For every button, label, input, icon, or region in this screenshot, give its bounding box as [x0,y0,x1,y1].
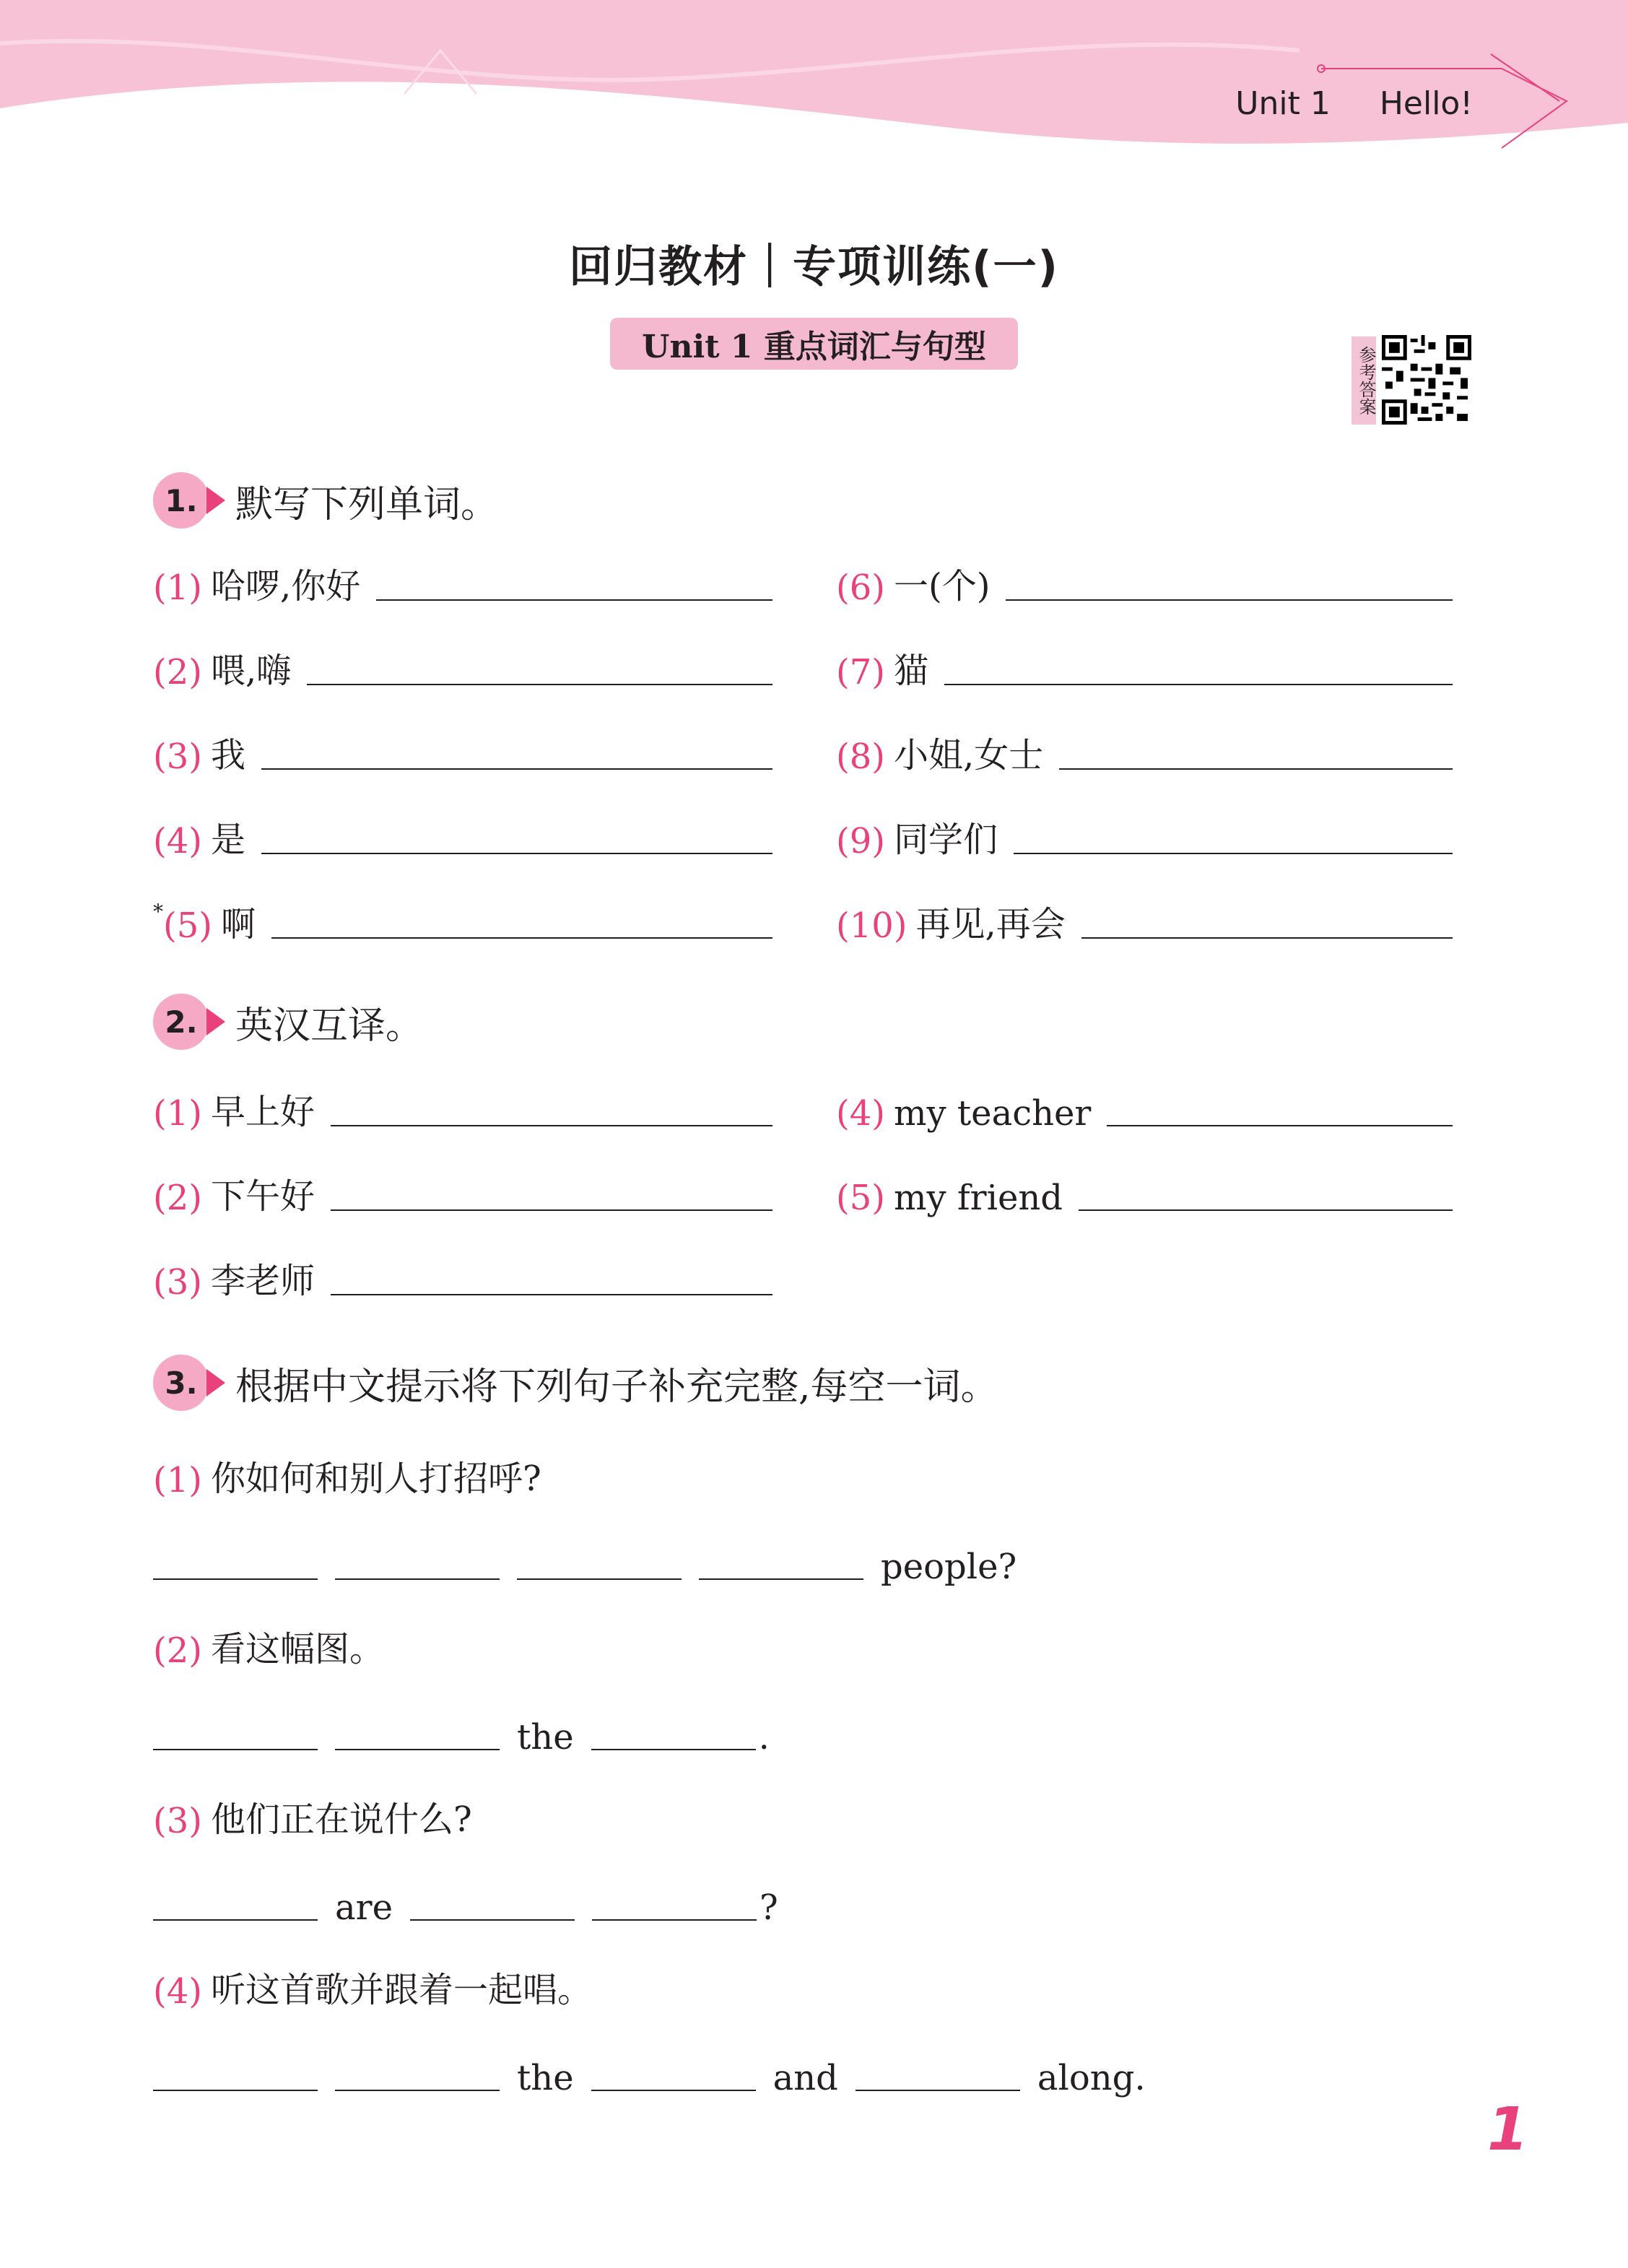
lesson-label: Hello! [1379,85,1473,122]
section-number-badge: 2. [153,994,209,1050]
sentence-punctuation: ? [759,1887,778,1928]
answer-blank[interactable] [699,1578,863,1580]
item-number: (5) [163,905,212,946]
answer-blank[interactable] [335,1578,500,1580]
answer-blank[interactable] [591,2090,756,2091]
answer-blank[interactable] [592,1919,757,1921]
unit-label: Unit 1 [1235,85,1331,122]
item-number: (7) [836,652,885,692]
answer-blank[interactable] [856,2090,1020,2091]
section-number-badge: 3. [153,1355,209,1411]
list-item [836,811,1453,861]
item-number: (2) [153,652,202,692]
answer-blank[interactable] [331,1125,772,1126]
item-prompt: 我 [211,735,246,775]
list-item [153,895,772,946]
item-prompt: 听这首歌并跟着一起唱。 [211,1970,593,2010]
sentence-word: people? [881,1547,1017,1587]
list-item [836,642,1453,692]
section-2-left-column [153,1083,772,1303]
page-title: 回归教材｜专项训练(一) [569,242,1059,292]
answer-row [153,1877,778,1928]
item-number: (1) [153,1093,202,1134]
item-number: (1) [153,1460,202,1500]
question-prompt [153,1620,384,1671]
item-prompt: 啊 [221,904,256,944]
item-number: (4) [153,1971,202,2012]
list-item [153,1252,772,1303]
item-number: (5) [836,1178,885,1218]
item-number: (10) [836,905,907,946]
answer-blank[interactable] [331,1209,772,1211]
section-1-title [153,469,498,531]
answer-blank[interactable] [335,2090,500,2091]
answer-blank[interactable] [410,1919,575,1921]
section-instruction: 英汉互译。 [235,1004,424,1048]
answer-blank[interactable] [591,1749,756,1750]
item-number: (6) [836,568,885,608]
question-prompt [153,1450,541,1500]
item-number: (9) [836,821,885,861]
item-number: (8) [836,737,885,777]
section-number-badge: 1. [153,472,209,529]
item-prompt: my teacher [894,1093,1092,1134]
answer-blank[interactable] [153,1919,318,1921]
item-prompt: 猫 [894,651,929,691]
item-number: (3) [153,1801,202,1841]
answer-blank[interactable] [1059,768,1453,770]
item-number: (2) [153,1178,202,1218]
item-prompt: 看这幅图。 [211,1629,385,1669]
answer-row [153,1707,770,1758]
list-item [153,1168,772,1218]
item-prompt: 早上好 [211,1092,315,1132]
answer-blank[interactable] [1079,1209,1453,1211]
answer-blank[interactable] [944,684,1453,685]
list-item [836,1168,1453,1218]
list-item [836,557,1453,608]
section-3-title [153,1352,998,1414]
answer-blank[interactable] [271,937,772,939]
answer-blank[interactable] [261,853,772,854]
answer-blank[interactable] [153,2090,318,2091]
qr-code-icon[interactable] [1382,335,1471,425]
section-instruction: 默写下列单词。 [235,482,499,526]
sentence-word: are [335,1887,393,1928]
sentence-punctuation: . [758,1717,770,1758]
answer-blank[interactable] [1014,853,1453,854]
item-prompt: 下午好 [211,1176,315,1217]
item-number: (1) [153,568,202,608]
list-item [153,726,772,777]
answer-blank[interactable] [376,599,772,601]
item-number: (4) [836,1093,885,1134]
sentence-word: the [517,2058,574,2098]
item-prompt: 是 [211,820,246,860]
answer-row [153,1537,1034,1587]
item-prompt: 你如何和别人打招呼? [211,1459,541,1499]
list-item [836,1083,1453,1134]
question-prompt [153,1791,472,1841]
answer-blank[interactable] [1006,599,1453,601]
answer-blank[interactable] [261,768,772,770]
item-prompt: 同学们 [894,820,998,860]
section-1-right-column [836,557,1453,946]
item-number: (3) [153,737,202,777]
item-prompt: 他们正在说什么? [211,1799,472,1840]
item-prompt: my friend [894,1178,1063,1218]
section-2-title [153,991,423,1053]
section-instruction: 根据中文提示将下列句子补充完整,每空一词。 [235,1365,998,1409]
answer-blank[interactable] [335,1749,500,1750]
qr-label: 参考答案 [1351,336,1376,425]
section-1-left-column [153,557,772,946]
item-number: (2) [153,1630,202,1671]
optional-star: * [153,900,163,924]
answer-blank[interactable] [153,1749,318,1750]
header-band [0,0,1628,166]
answer-blank[interactable] [307,684,772,685]
item-prompt: 一(个) [894,566,991,607]
page-number: 1 [1487,2095,1529,2164]
answer-blank[interactable] [153,1578,318,1580]
question-prompt [153,1961,592,2012]
section-2-right-column [836,1083,1453,1218]
answer-blank[interactable] [1081,937,1453,939]
item-prompt: 哈啰,你好 [211,566,361,607]
list-item [153,1083,772,1134]
page-subtitle: Unit 1 重点词汇与句型 [610,318,1018,370]
sentence-word: along. [1037,2058,1146,2098]
sentence-word: the [517,1717,574,1758]
list-item [153,557,772,608]
answer-blank[interactable] [1107,1125,1453,1126]
item-prompt: 小姐,女士 [894,735,1044,775]
answer-row [153,2048,1146,2098]
list-item [836,726,1453,777]
list-item [153,811,772,861]
unit-header [1235,85,1473,122]
item-number: (4) [153,821,202,861]
sentence-word: and [772,2058,838,2098]
item-prompt: 李老师 [211,1261,315,1301]
item-number: (3) [153,1262,202,1303]
answer-blank[interactable] [517,1578,682,1580]
list-item [153,642,772,692]
item-prompt: 再见,再会 [915,904,1066,944]
answer-blank[interactable] [331,1294,772,1295]
item-prompt: 喂,嗨 [211,651,292,691]
list-item [836,895,1453,946]
